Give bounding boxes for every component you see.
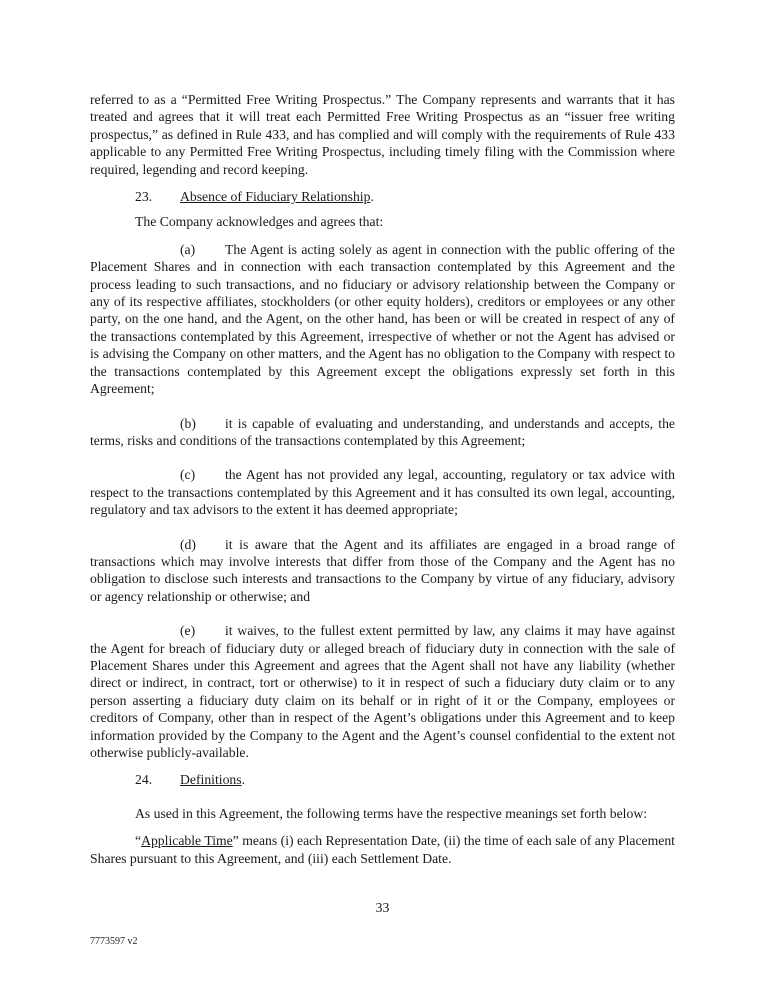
paragraph-intro: referred to as a “Permitted Free Writing Prospectus.” The Company represents and warrants that it has treated and agrees that it will treat each Permitted Free Writing Prospectus as an “issuer free writing prospectus,” as defined in Rule 433, and has complied and will comply with the requirements of Rule 433 applicable to any Permitted Free Writing Prospectus, including timely filing with the Commission where required, legending and record keeping. [90,92,675,177]
section-title: Absence of Fiduciary Relationship [180,189,371,205]
section-heading-23 [90,188,675,205]
document-id: 7773597 v2 [90,936,138,947]
clause-d [90,536,675,606]
spacer [90,797,675,805]
clause-letter: (c) [180,467,196,483]
section-number: 24. [135,772,153,788]
clause-c [90,466,675,518]
clause-text: The Agent is acting solely as agent in connection with the public offering of the Placement Shares and in connection with each transaction contemplated by this Agreement and the process leading to such transactions, and no fiduciary or advisory relationship between the Company or any of its respective affiliates, stockholders (or other equity holders), creditors or employees or any other party, on the one hand, and the Agent, on the other hand, has been or will be created in respect of any of the transactions contemplated by this Agreement, irrespective of whether or not the Agent has advised or is advising the Company on other matters, and the Agent has no obligation to the Company with respect to the transactions contemplated by this Agreement except the obligations expressly set forth in this Agreement; [90,241,675,397]
definition-close-quote: ” [232,833,239,849]
clause-b [90,415,675,450]
section-title-period: . [241,772,246,788]
clause-e [90,622,675,761]
definition-text: means (i) each Representation Date, (ii) the time of each sale of any Placement Shares pursuant to this Agreement, and (iii) each Settlement Date. [90,833,675,866]
clause-letter: (b) [180,415,196,431]
paragraph-as-used: As used in this Agreement, the following terms have the respective meanings set forth below: [135,805,648,821]
document-page [90,91,675,877]
clause-a [90,241,675,398]
page-number: 33 [375,900,390,915]
defined-term: Applicable Time [141,833,233,849]
clause-text: the Agent has not provided any legal, accounting, regulatory or tax advice with respect to the transactions contemplated by this Agreement and it has consulted its own legal, accounting, regulatory and tax advisors to the extent it has deemed appropriate; [90,467,675,518]
clause-text: it is capable of evaluating and understanding, and understands and accepts, the terms, risks and conditions of the transactions contemplated by this Agreement; [90,415,675,448]
definition-applicable-time [90,832,675,867]
section-title: Definitions [180,772,242,788]
clause-text: it is aware that the Agent and its affiliates are engaged in a broad range of transactions which may involve interests that differ from those of the Company and the Agent has no obligation to disclose such interests and transactions to the Company by virtue of any fiduciary, advisory or agency relationship or otherwise; and [90,536,675,604]
clause-letter: (a) [180,241,196,257]
paragraph-acknowledges: The Company acknowledges and agrees that: [135,214,384,230]
section-title-period: . [370,189,374,205]
clause-letter: (e) [180,623,196,639]
section-number: 23. [135,189,153,205]
definition-open-quote: “ [135,833,142,849]
clause-text: it waives, to the fullest extent permitted by law, any claims it may have against the Agent for breach of fiduciary duty or alleged breach of fiduciary duty in connection with the sale of Placement Shares under this Agreement and agrees that the Agent shall not have any liability (whether direct or indirect, in contract, tort or otherwise) to it in respect of such a fiduciary duty claim or to any person asserting a fiduciary duty claim on its behalf or in right of it or the Company, employees or creditors of Company, other than in respect of the Agent’s obligations under this Agreement and to keep information provided by the Company to the Agent and the Agent’s counsel confidential to the extent not otherwise publicly-available. [90,623,675,760]
section-heading-24 [90,771,675,788]
clause-letter: (d) [180,536,196,552]
